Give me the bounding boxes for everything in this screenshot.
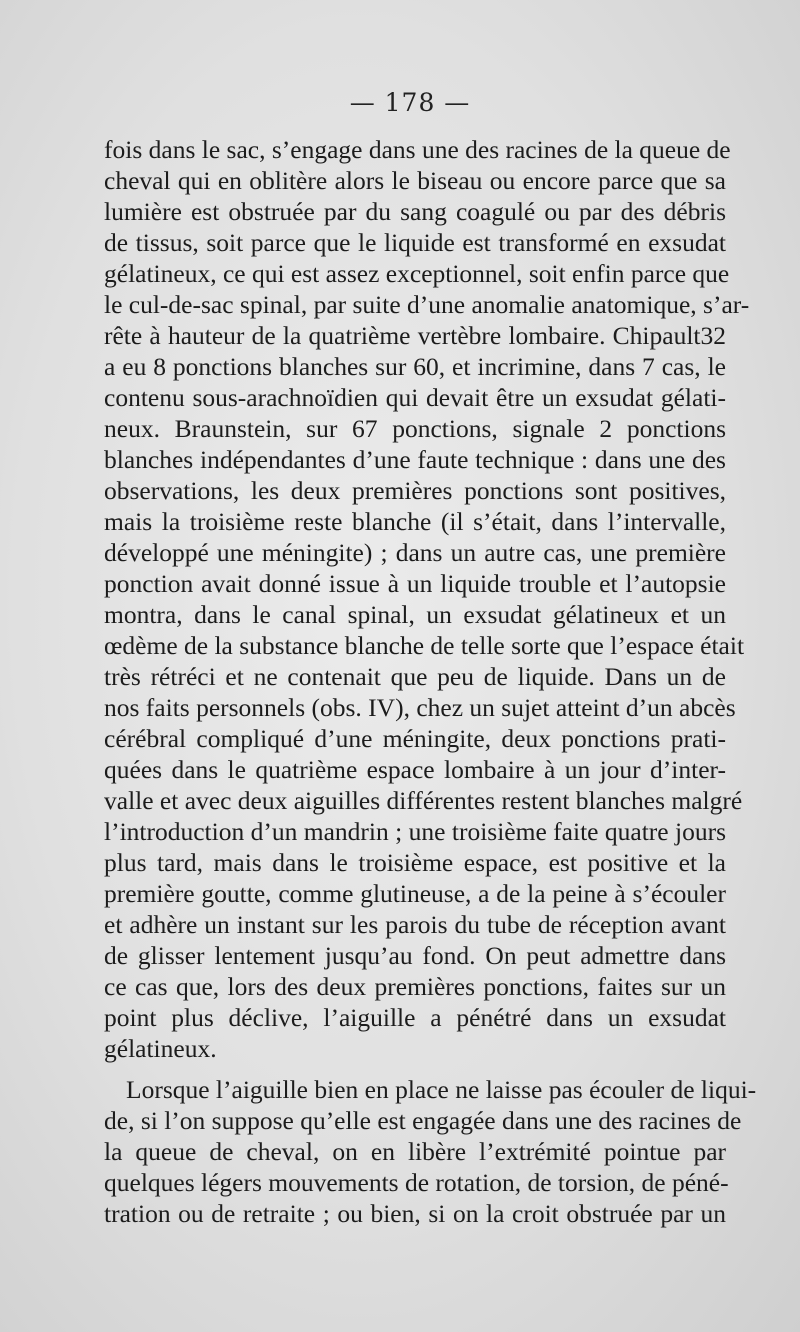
text-line: valle et avec deux aiguilles différentes restent blanches malgré	[104, 786, 743, 815]
text-line: mais la troisième reste blanche (il s’était, dans l’intervalle,	[104, 507, 726, 536]
text-line: gélatineux.	[104, 1034, 217, 1063]
text-line: ponction avait donné issue à un liquide trouble et l’autopsie	[104, 569, 726, 598]
text-line: montra, dans le canal spinal, un exsudat gélatineux et un	[104, 600, 726, 629]
text-line: ce cas que, lors des deux premières ponctions, faites sur un	[104, 972, 726, 1001]
text-line: quelques légers mouvements de rotation, de torsion, de péné-	[104, 1168, 729, 1197]
paragraph	[104, 134, 750, 1064]
text-line: l’introduction d’un mandrin ; une troisième faite quatre jours	[104, 817, 726, 846]
text-line: Lorsque l’aiguille bien en place ne laisse pas écouler de liqui-	[126, 1075, 757, 1104]
text-line: quées dans le quatrième espace lombaire à un jour d’inter-	[104, 755, 726, 784]
text-line: rête à hauteur de la quatrième vertèbre lombaire. Chipault32	[104, 321, 726, 350]
text-line: tration ou de retraite ; ou bien, si on la croit obstruée par un	[104, 1199, 726, 1228]
text-line: œdème de la substance blanche de telle sorte que l’espace était	[104, 631, 745, 660]
text-line: a eu 8 ponctions blanches sur 60, et incrimine, dans 7 cas, le	[104, 352, 726, 381]
body-text	[104, 134, 757, 1229]
text-line: développé une méningite) ; dans un autre cas, une première	[104, 538, 726, 567]
page-number: — 178 —	[349, 88, 471, 117]
text-line: de tissus, soit parce que le liquide est transformé en exsudat	[104, 228, 726, 257]
text-line: gélatineux, ce qui est assez exceptionnel, soit enfin parce que	[104, 259, 730, 288]
paragraph	[104, 1074, 757, 1229]
text-line: contenu sous-arachnoïdien qui devait être un exsudat gélati-	[104, 383, 726, 412]
text-line: de, si l’on suppose qu’elle est engagée dans une des racines de	[104, 1106, 742, 1135]
text-line: nos faits personnels (obs. IV), chez un sujet atteint d’un abcès	[104, 693, 736, 722]
text-line: fois dans le sac, s’engage dans une des racines de la queue de	[104, 135, 731, 164]
text-line: très rétréci et ne contenait que peu de liquide. Dans un de	[104, 662, 726, 691]
text-line: première goutte, comme glutineuse, a de la peine à s’écouler	[104, 879, 726, 908]
text-line: lumière est obstruée par du sang coagulé ou par des débris	[104, 197, 726, 226]
paragraph-gap	[104, 1064, 726, 1074]
text-line: cheval qui en oblitère alors le biseau ou encore parce que sa	[104, 166, 726, 195]
text-line: observations, les deux premières ponctions sont positives,	[104, 476, 726, 505]
text-line: plus tard, mais dans le troisième espace, est positive et la	[104, 848, 726, 877]
text-line: de glisser lentement jusqu’au fond. On peut admettre dans	[104, 941, 726, 970]
text-line: et adhère un instant sur les parois du tube de réception avant	[104, 910, 726, 939]
text-line: le cul-de-sac spinal, par suite d’une anomalie anatomique, s’ar-	[104, 290, 750, 319]
text-line: point plus déclive, l’aiguille a pénétré dans un exsudat	[104, 1003, 726, 1032]
text-line: blanches indépendantes d’une faute technique : dans une des	[104, 445, 726, 474]
text-line: cérébral compliqué d’une méningite, deux ponctions prati-	[104, 724, 726, 753]
text-line: la queue de cheval, on en libère l’extrémité pointue par	[104, 1137, 726, 1166]
text-line: neux. Braunstein, sur 67 ponctions, signale 2 ponctions	[104, 414, 726, 443]
